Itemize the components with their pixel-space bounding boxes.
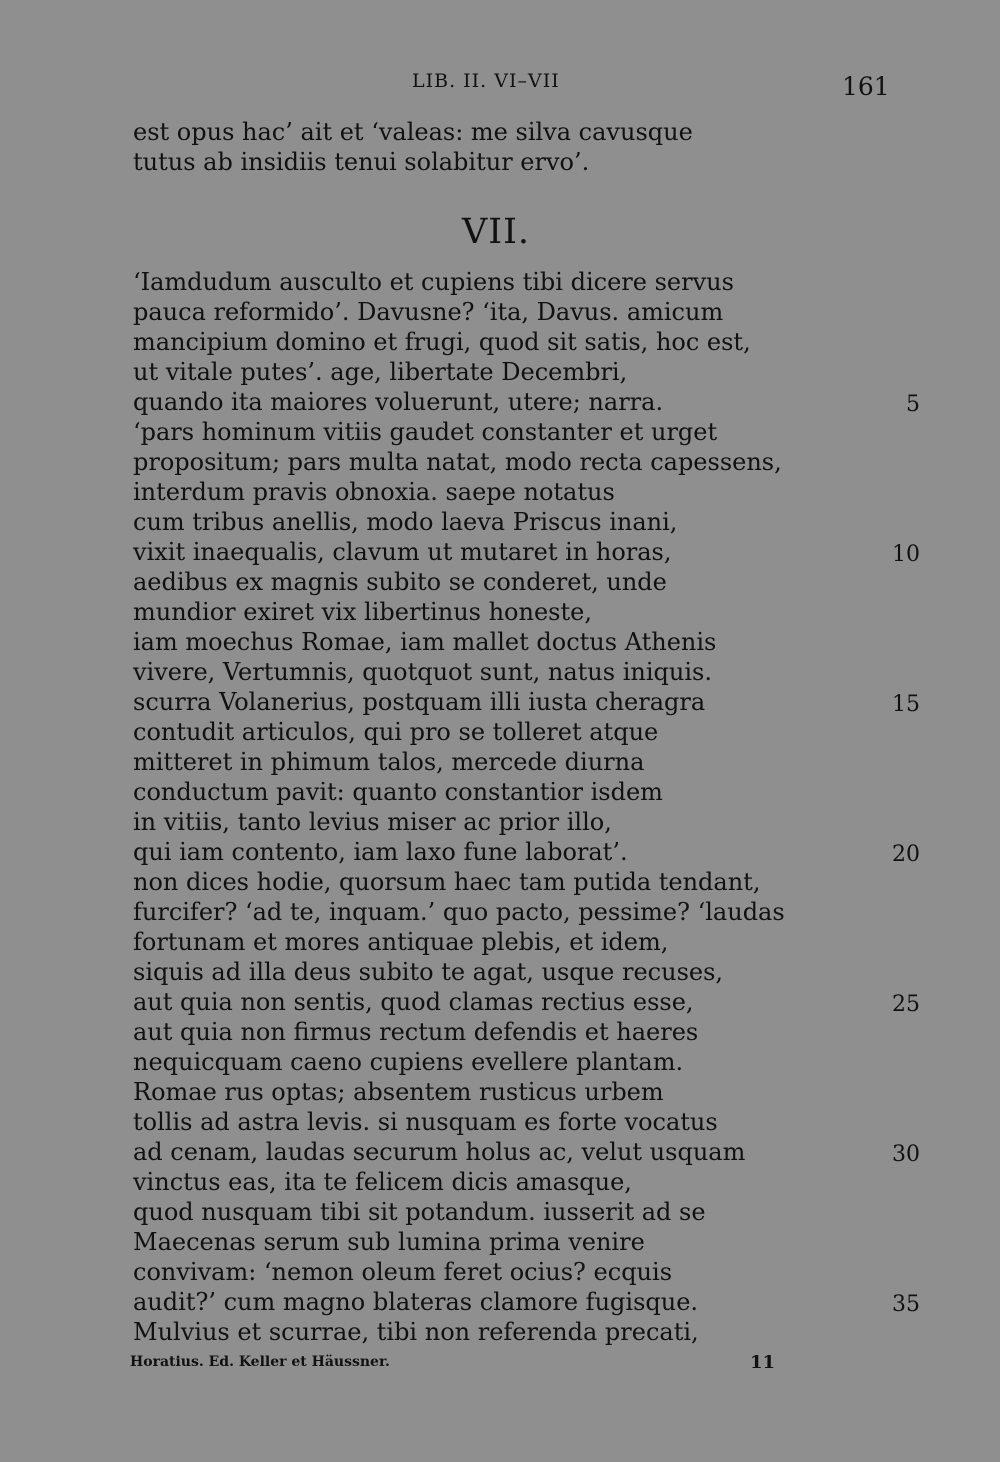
verse-line: fortunam et mores antiquae plebis, et idem,: [133, 928, 669, 956]
verse-line: Mulvius et scurrae, tibi non referenda precati,: [133, 1318, 699, 1346]
verse-line: vinctus eas, ita te felicem dicis amasque,: [133, 1168, 632, 1196]
line-number: 20: [892, 842, 920, 867]
verse-line: aedibus ex magnis subito se conderet, unde: [133, 568, 667, 596]
verse-line: mundior exiret vix libertinus honeste,: [133, 598, 592, 626]
running-header: LIB. II. VI–VII: [412, 70, 560, 92]
line-number: 5: [906, 392, 920, 417]
verse-line: quod nusquam tibi sit potandum. iusserit ad se: [133, 1198, 706, 1226]
verse-line: conductum pavit: quanto constantior isdem: [133, 778, 663, 806]
verse-line: non dices hodie, quorsum haec tam putida tendant,: [133, 868, 761, 896]
verse-line: scurra Volanerius, postquam illi iusta cheragra: [133, 688, 706, 716]
verse-line: Maecenas serum sub lumina prima venire: [133, 1228, 645, 1256]
line-number: 10: [892, 542, 920, 567]
verse-line: mitteret in phimum talos, mercede diurna: [133, 748, 645, 776]
line-number: 30: [892, 1142, 920, 1167]
verse-line: ad cenam, laudas securum holus ac, velut usquam: [133, 1138, 746, 1166]
verse-line: est opus hac’ ait et ‘valeas: me silva cavusque: [133, 118, 693, 146]
verse-line: convivam: ‘nemon oleum feret ocius? ecquis: [133, 1258, 673, 1286]
verse-line: siquis ad illa deus subito te agat, usque recuses,: [133, 958, 724, 986]
verse-line: propositum; pars multa natat, modo recta capessens,: [133, 448, 782, 476]
verse-line: ‘Iamdudum ausculto et cupiens tibi dicere servus: [133, 268, 734, 296]
verse-line: furcifer? ‘ad te, inquam.’ quo pacto, pessime? ‘laudas: [133, 898, 785, 926]
verse-line: in vitiis, tanto levius miser ac prior illo,: [133, 808, 612, 836]
line-number: 35: [892, 1292, 920, 1317]
verse-line: contudit articulos, qui pro se tolleret atque: [133, 718, 659, 746]
verse-line: cum tribus anellis, modo laeva Priscus inani,: [133, 508, 678, 536]
verse-line: qui iam contento, iam laxo fune laborat’.: [133, 838, 628, 866]
line-number: 25: [892, 992, 920, 1017]
verse-line: quando ita maiores voluerunt, utere; narra.: [133, 388, 664, 416]
verse-line: aut quia non firmus rectum defendis et haeres: [133, 1018, 699, 1046]
verse-line: ut vitale putes’. age, libertate Decembri,: [133, 358, 628, 386]
verse-line: mancipium domino et frugi, quod sit satis, hoc est,: [133, 328, 751, 356]
verse-line: vixit inaequalis, clavum ut mutaret in horas,: [133, 538, 672, 566]
verse-line: iam moechus Romae, iam mallet doctus Athenis: [133, 628, 717, 656]
page-number: 161: [842, 72, 890, 101]
verse-line: tutus ab insidiis tenui solabitur ervo’.: [133, 148, 590, 176]
verse-line: nequicquam caeno cupiens evellere plantam.: [133, 1048, 684, 1076]
verse-line: Romae rus optas; absentem rusticus urbem: [133, 1078, 664, 1106]
verse-line: pauca reformido’. Davusne? ‘ita, Davus. amicum: [133, 298, 724, 326]
footer-edition: Horatius. Ed. Keller et Häussner.: [130, 1354, 390, 1370]
verse-line: ‘pars hominum vitiis gaudet constanter et urget: [133, 418, 718, 446]
verse-line: aut quia non sentis, quod clamas rectius esse,: [133, 988, 694, 1016]
section-title: VII.: [462, 212, 531, 252]
verse-line: interdum pravis obnoxia. saepe notatus: [133, 478, 615, 506]
signature-mark: 11: [750, 1352, 776, 1373]
verse-line: vivere, Vertumnis, quotquot sunt, natus iniquis.: [133, 658, 712, 686]
verse-line: tollis ad astra levis. si nusquam es forte vocatus: [133, 1108, 718, 1136]
verse-line: audit?’ cum magno blateras clamore fugisque.: [133, 1288, 699, 1316]
line-number: 15: [892, 692, 920, 717]
